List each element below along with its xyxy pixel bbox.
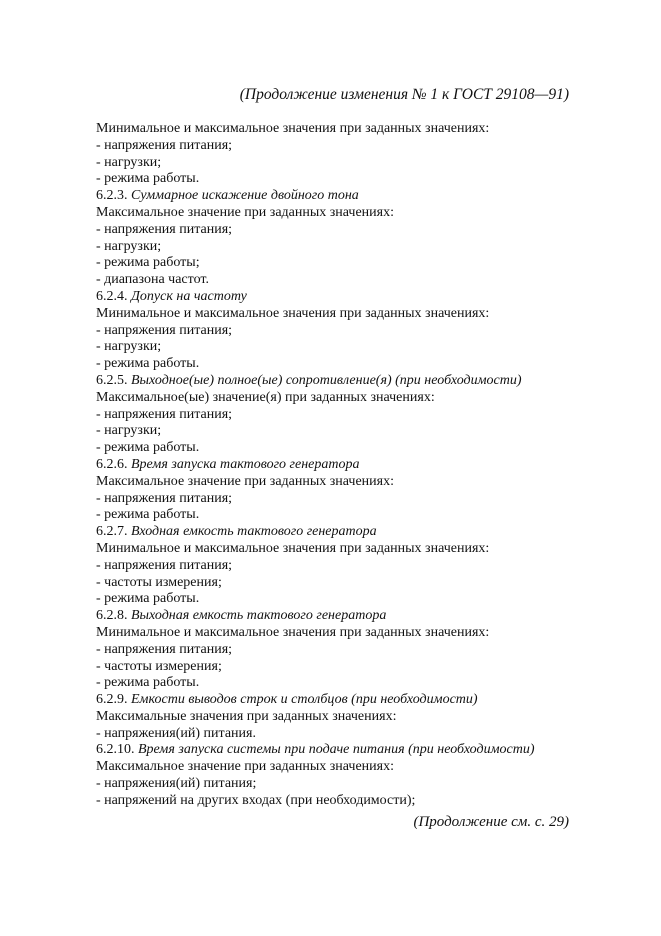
list-item: - напряжения питания;: [96, 490, 233, 506]
section-title: Время запуска системы при подаче питания (при необходимости): [138, 742, 535, 758]
list-item: - частоты измерения;: [96, 658, 222, 674]
section-number: 6.2.8.: [96, 608, 128, 624]
list-item: - нагрузки;: [96, 154, 162, 170]
list-item: - режима работы;: [96, 255, 200, 271]
paragraph-line: Максимальное значение при заданных значениях:: [96, 759, 394, 775]
list-item: - диапазона частот.: [96, 272, 209, 288]
paragraph-line: Минимальное и максимальное значения при заданных значениях:: [96, 121, 490, 136]
list-item: - режима работы.: [96, 507, 200, 523]
paragraph-line: Минимальное и максимальное значения при заданных значениях:: [96, 305, 490, 321]
section-heading: [96, 742, 576, 759]
list-item: - напряжения(ий) питания.: [96, 725, 256, 741]
section-number: 6.2.4.: [96, 288, 128, 304]
section-heading: [96, 457, 576, 474]
section-heading: [96, 608, 576, 625]
section-title: Емкости выводов строк и столбцов (при необходимости): [131, 692, 478, 708]
section-heading: [96, 373, 576, 390]
paragraph-line: Минимальное и максимальное значения при заданных значениях:: [96, 540, 490, 556]
section-title: Входная емкость тактового генератора: [131, 524, 377, 540]
section-title: Выходное(ые) полное(ые) сопротивление(я) (при необходимости): [131, 372, 522, 388]
paragraph-line: Максимальное значение при заданных значениях:: [96, 473, 394, 489]
section-number: 6.2.3.: [96, 188, 128, 204]
section-title: Суммарное искажение двойного тона: [131, 188, 359, 204]
section-number: 6.2.5.: [96, 372, 128, 388]
paragraph-line: Максимальные значения при заданных значениях:: [96, 708, 397, 724]
paragraph-line: Минимальное и максимальное значения при заданных значениях:: [96, 624, 490, 640]
section-title: Время запуска тактового генератора: [131, 456, 360, 472]
list-item: - нагрузки;: [96, 423, 162, 439]
list-item: - напряжения питания;: [96, 406, 233, 422]
list-item: - режима работы.: [96, 440, 200, 456]
list-item: - напряжения питания;: [96, 641, 233, 657]
page-footer: (Продолжение см. с. 29): [413, 814, 569, 830]
list-item: - напряжения питания;: [96, 221, 233, 237]
page-header: (Продолжение изменения № 1 к ГОСТ 29108—91): [239, 86, 569, 103]
list-item: - напряжений на других входах (при необходимости);: [96, 792, 416, 808]
paragraph-line: Максимальное(ые) значение(я) при заданных значениях:: [96, 389, 435, 405]
section-heading: [96, 289, 576, 306]
section-heading: [96, 692, 576, 709]
list-item: - нагрузки;: [96, 238, 162, 254]
list-item: - режима работы.: [96, 356, 200, 372]
list-item: - напряжения питания;: [96, 557, 233, 573]
section-heading: [96, 524, 576, 541]
section-heading: [96, 188, 576, 205]
list-item: - напряжения питания;: [96, 322, 233, 338]
paragraph-line: Максимальное значение при заданных значениях:: [96, 204, 394, 220]
section-number: 6.2.10.: [96, 742, 135, 758]
section-number: 6.2.9.: [96, 692, 128, 708]
list-item: - режима работы.: [96, 675, 200, 691]
section-title: Выходная емкость тактового генератора: [131, 608, 387, 624]
list-item: - напряжения питания;: [96, 137, 233, 153]
section-number: 6.2.6.: [96, 456, 128, 472]
list-item: - частоты измерения;: [96, 574, 222, 590]
section-title: Допуск на частоту: [131, 288, 247, 304]
section-number: 6.2.7.: [96, 524, 128, 540]
list-item: - нагрузки;: [96, 339, 162, 355]
document-body: [96, 121, 576, 810]
list-item: - напряжения(ий) питания;: [96, 776, 257, 792]
list-item: - режима работы.: [96, 171, 200, 187]
list-item: - режима работы.: [96, 591, 200, 607]
